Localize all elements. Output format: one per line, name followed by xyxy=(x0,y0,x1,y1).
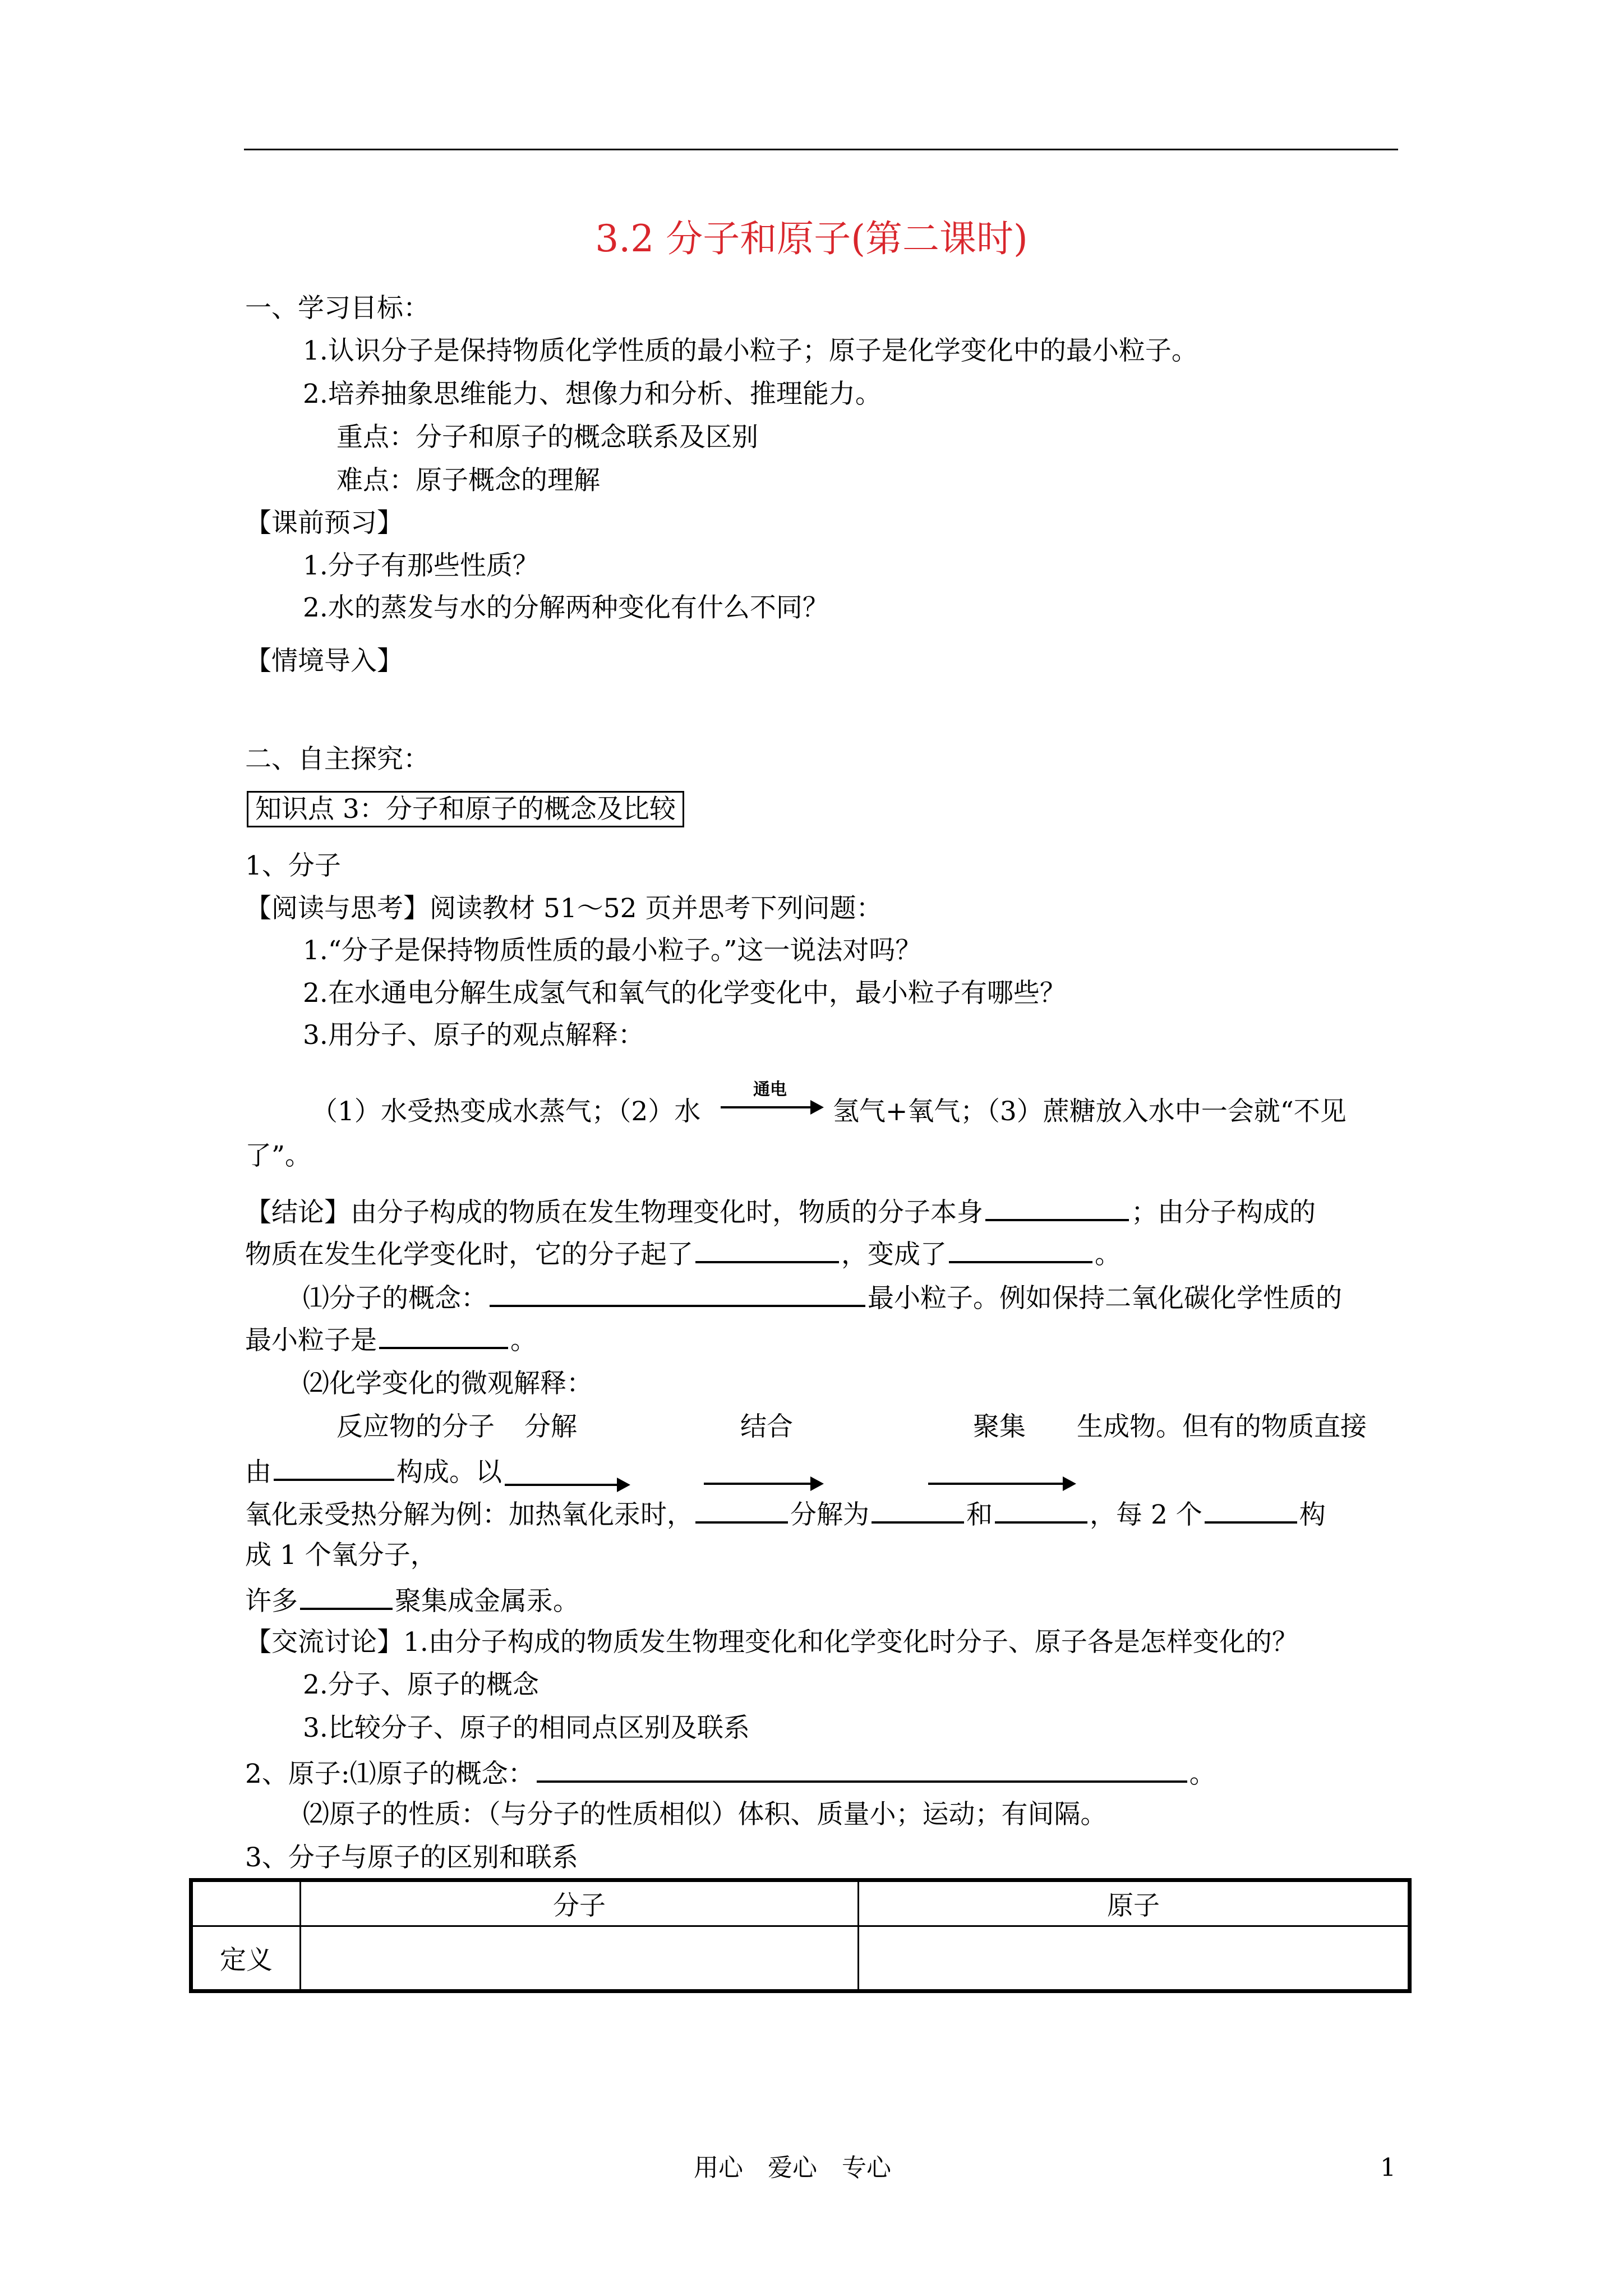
read-question-2: 2.在水通电分解生成氢气和氧气的化学变化中，最小粒子有哪些？ xyxy=(303,978,1066,1009)
table-cell[interactable] xyxy=(301,1926,859,1991)
blank-atom-concept[interactable] xyxy=(537,1758,1187,1783)
subsection-molecule: 1、分子 xyxy=(245,850,341,881)
footer-motto: 用心 爱心 专心 xyxy=(694,2154,891,2182)
explain-line-part3: 了”。 xyxy=(245,1140,312,1171)
table-row xyxy=(191,1926,1410,1991)
blank-direct-composition[interactable] xyxy=(274,1456,394,1481)
blank-product-1[interactable] xyxy=(872,1499,964,1524)
preview-question-1: 1.分子有那些性质？ xyxy=(303,550,539,581)
difficulty-point: 难点：原子概念的理解 xyxy=(336,465,600,496)
table-header-cell xyxy=(191,1880,301,1926)
page-number: 1 xyxy=(1380,2154,1396,2182)
blank-hgo-decompose[interactable] xyxy=(695,1499,788,1524)
discussion-2: 2.分子、原子的概念 xyxy=(303,1669,539,1700)
conclusion-line-1: 【结论】由分子构成的物质在发生物理变化时，物质的分子本身 ；由分子构成的 xyxy=(245,1197,1316,1228)
knowledge-point-box: 知识点 3：分子和原子的概念及比较 xyxy=(247,791,684,827)
blank-oxygen-atoms[interactable] xyxy=(1205,1499,1297,1524)
blank-product-2[interactable] xyxy=(995,1499,1087,1524)
flow-arrow-1-icon xyxy=(505,1484,628,1486)
table-header-cell: 原子 xyxy=(859,1880,1410,1926)
blank-co2-particle[interactable] xyxy=(379,1324,508,1349)
flow-product: 生成物。但有的物质直接 xyxy=(1077,1411,1367,1442)
section-heading-goals: 一、学习目标： xyxy=(245,293,430,324)
flow-decompose: 分解 xyxy=(524,1411,577,1442)
blank-physical-change[interactable] xyxy=(985,1197,1129,1221)
mercury-oxide-line-2: 成 1 个氧分子， xyxy=(245,1540,437,1571)
molecule-concept-line: ⑴分子的概念： 最小粒子。例如保持二氧化碳化学性质的 xyxy=(303,1283,1342,1314)
flow-arrow-2-icon xyxy=(704,1483,822,1485)
flow-arrow-3-icon xyxy=(928,1483,1074,1485)
key-point: 重点：分子和原子的概念联系及区别 xyxy=(336,422,758,453)
micro-explanation-heading: ⑵化学变化的微观解释： xyxy=(303,1368,593,1399)
atom-properties: ⑵原子的性质：（与分子的性质相似）体积、质量小；运动；有间隔。 xyxy=(303,1799,1107,1830)
section-heading-explore: 二、自主探究： xyxy=(245,744,430,775)
read-question-1: 1.“分子是保持物质性质的最小粒子。”这一说法对吗？ xyxy=(303,935,922,966)
goal-1: 1.认识分子是保持物质化学性质的最小粒子；原子是化学变化中的最小粒子。 xyxy=(303,335,1198,366)
blank-mercury-atoms[interactable] xyxy=(300,1585,393,1610)
flow-gather: 聚集 xyxy=(973,1411,1026,1442)
blank-molecule-concept[interactable] xyxy=(490,1282,865,1307)
table-header-cell: 分子 xyxy=(301,1880,859,1926)
blank-becomes[interactable] xyxy=(949,1239,1092,1263)
reaction-arrow-icon xyxy=(721,1106,822,1108)
subsection-compare: 3、分子与原子的区别和联系 xyxy=(245,1842,578,1873)
mercury-oxide-line-3: 许多 聚集成金属汞。 xyxy=(245,1586,579,1617)
discussion-1: 【交流讨论】1.由分子构成的物质发生物理变化和化学变化时分子、原子各是怎样变化的？ xyxy=(245,1627,1298,1658)
blank-chemical-change[interactable] xyxy=(695,1239,839,1263)
intro-heading: 【情境导入】 xyxy=(245,646,403,677)
table-cell[interactable] xyxy=(859,1926,1410,1991)
explain-line-part2: 氢气+氧气；（3）蔗糖放入水中一会就“不见 xyxy=(833,1096,1347,1127)
comparison-table xyxy=(189,1878,1412,1993)
flow-reactant: 反应物的分子 xyxy=(336,1411,495,1442)
goal-2: 2.培养抽象思维能力、想像力和分析、推理能力。 xyxy=(303,379,882,409)
header-rule xyxy=(244,149,1398,150)
read-think-heading: 【阅读与思考】阅读教材 51～52 页并思考下列问题： xyxy=(245,893,883,924)
mercury-oxide-line: 氧化汞受热分解为例：加热氧化汞时， 分解为 和 ，每 2 个 构 xyxy=(245,1499,1326,1530)
electrolysis-label: 通电 xyxy=(753,1080,787,1099)
preview-heading: 【课前预习】 xyxy=(245,508,403,539)
preview-question-2: 2.水的蒸发与水的分解两种变化有什么不同？ xyxy=(303,592,829,623)
read-question-3: 3.用分子、原子的观点解释： xyxy=(303,1020,644,1051)
explain-line-part1: （1）水受热变成水蒸气；（2）水 xyxy=(311,1096,701,1127)
page-title: 3.2 分子和原子(第二课时) xyxy=(595,217,1028,260)
molecule-concept-line-2: 最小粒子是 。 xyxy=(245,1325,537,1356)
table-row-label: 定义 xyxy=(191,1926,301,1991)
discussion-3: 3.比较分子、原子的相同点区别及联系 xyxy=(303,1713,750,1743)
atom-concept-line: 2、原子:⑴原子的概念： 。 xyxy=(245,1759,1216,1789)
direct-composition-line: 由 构成。以 xyxy=(245,1457,502,1488)
table-header-row xyxy=(191,1880,1410,1926)
flow-combine: 结合 xyxy=(740,1411,793,1442)
conclusion-line-2: 物质在发生化学变化时，它的分子起了 ，变成了 。 xyxy=(245,1239,1121,1270)
